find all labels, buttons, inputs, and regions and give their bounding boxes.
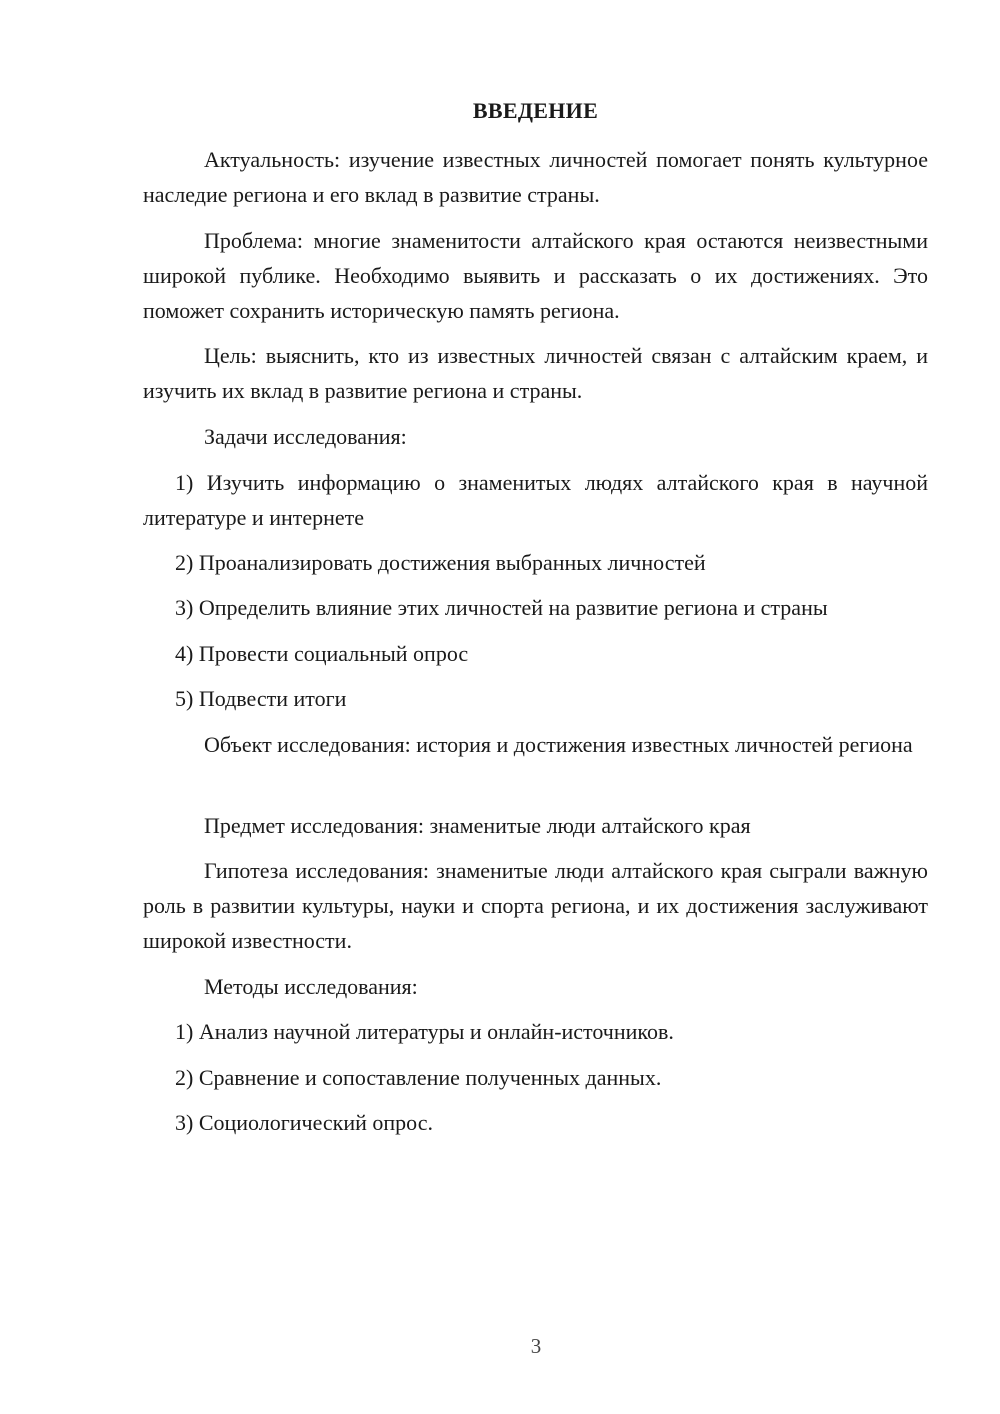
paragraph-object: Объект исследования: история и достижения известных личностей региона: [204, 732, 913, 757]
list-item-task-4: 4) Провести социальный опрос: [175, 641, 469, 666]
page-number: 3: [530, 1334, 542, 1358]
list-item-method-1: 1) Анализ научной литературы и онлайн-источников.: [175, 1019, 674, 1044]
list-item-method-3: 3) Социологический опрос.: [175, 1110, 433, 1135]
paragraph-relevance: Актуальность: изучение известных личностей помогает понять культурное наследие региона и его вклад в развитие страны.: [143, 147, 928, 207]
list-item-task-3: 3) Определить влияние этих личностей на развитие региона и страны: [175, 595, 828, 620]
paragraph-tasks-heading: Задачи исследования:: [204, 424, 407, 449]
list-item-task-2: 2) Проанализировать достижения выбранных личностей: [175, 550, 706, 575]
paragraph-subject: Предмет исследования: знаменитые люди алтайского края: [204, 813, 751, 838]
page-title: ВВЕДЕНИЕ: [472, 98, 599, 123]
paragraph-problem: Проблема: многие знаменитости алтайского края остаются неизвестными широкой публике. Необходимо выявить и рассказать о их достижениях. Это поможет сохранить историческую память региона.: [143, 228, 928, 323]
paragraph-goal: Цель: выяснить, кто из известных личностей связан с алтайским краем, и изучить их вклад в развитие региона и страны.: [143, 343, 928, 403]
paragraph-hypothesis: Гипотеза исследования: знаменитые люди алтайского края сыграли важную роль в развитии культуры, науки и спорта региона, и их достижения заслуживают широкой известности.: [143, 858, 928, 953]
list-item-task-1: 1) Изучить информацию о знаменитых людях алтайского края в научной литературе и интернете: [143, 470, 928, 530]
paragraph-methods-heading: Методы исследования:: [204, 974, 418, 999]
list-item-task-5: 5) Подвести итоги: [175, 686, 347, 711]
list-item-method-2: 2) Сравнение и сопоставление полученных данных.: [175, 1065, 662, 1090]
